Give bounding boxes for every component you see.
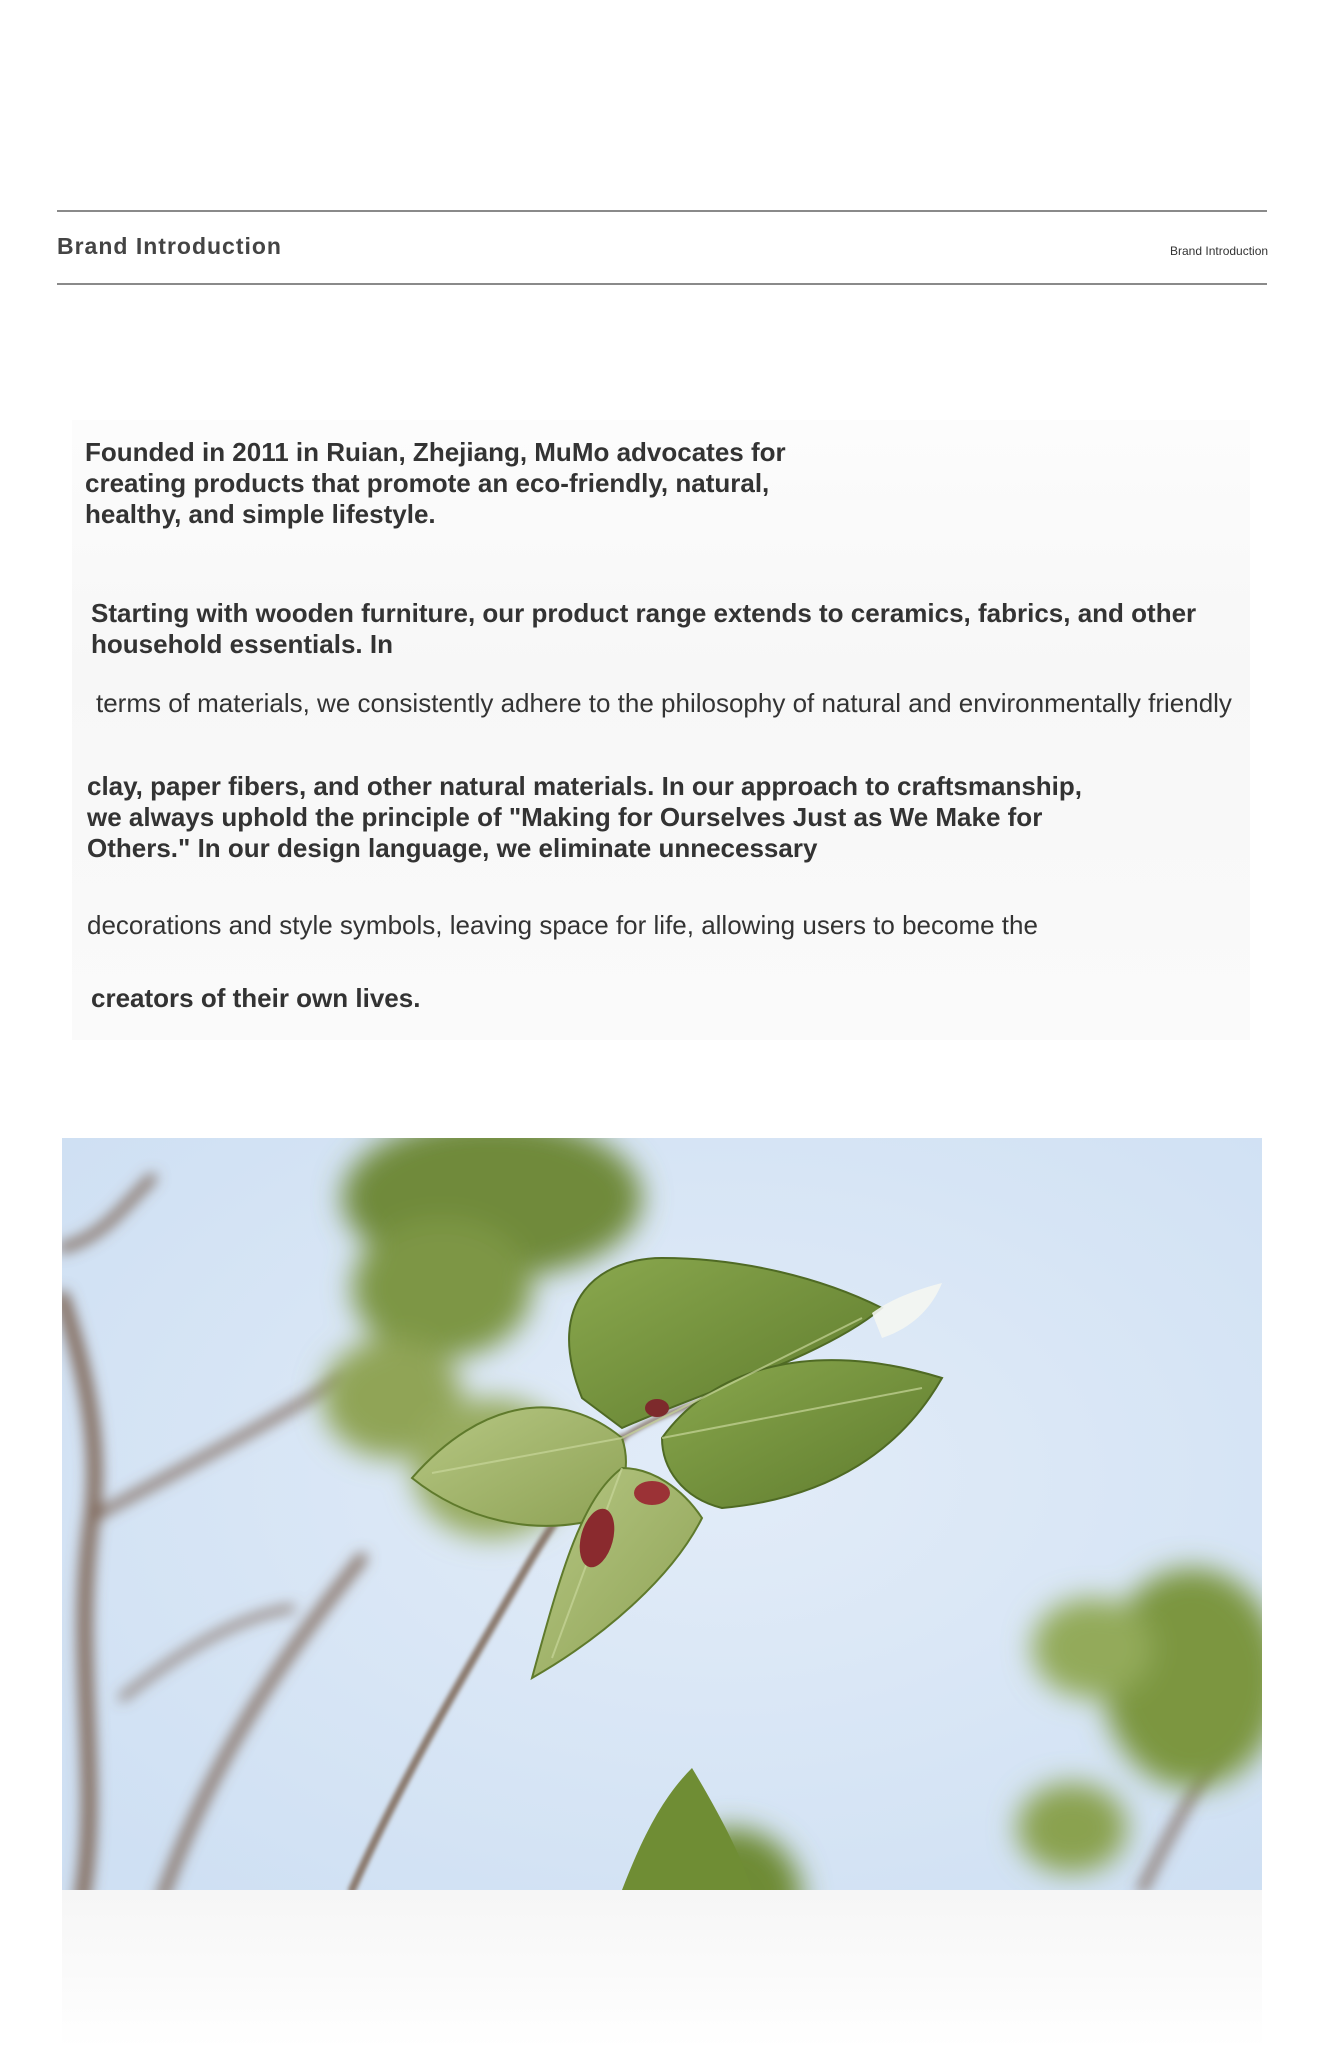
section-title: Brand Introduction [57, 233, 282, 259]
section-title-small: Brand Introduction [1170, 244, 1269, 258]
berry-small [634, 1481, 670, 1505]
header-top-rule [57, 210, 1267, 212]
berry-tip [645, 1399, 669, 1417]
intro-paragraph-creators: creators of their own lives. [91, 983, 421, 1013]
intro-paragraph-founded: Founded in 2011 in Ruian, Zhejiang, MuMo advocates for creating products that promote an eco-friendly, natural, healthy, and simple lifestyle. [85, 437, 786, 529]
header-bottom-rule [57, 283, 1267, 285]
intro-paragraph-design: decorations and style symbols, leaving space for life, allowing users to become the [87, 910, 1038, 940]
mulberry-illustration [62, 1138, 1262, 1890]
intro-paragraph-craftsmanship: clay, paper fibers, and other natural materials. In our approach to craftsmanship, we always uphold the principle of "Making for Ourselves Just as We Make for Others." In our design language, we eliminate unnecessary [87, 771, 1082, 863]
intro-paragraph-materials: terms of materials, we consistently adhere to the philosophy of natural and environmentally friendly [96, 688, 1232, 718]
mulberry-branch-photo [62, 1138, 1262, 1890]
photo-bottom-fade [62, 1890, 1262, 2048]
intro-paragraph-products: Starting with wooden furniture, our product range extends to ceramics, fabrics, and other household essentials. In [91, 598, 1197, 659]
